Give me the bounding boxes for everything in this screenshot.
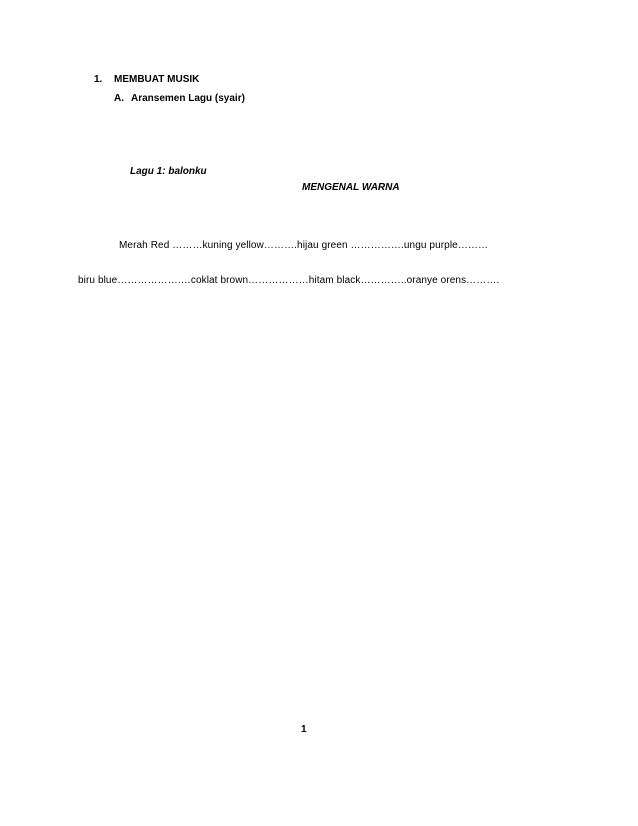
- page-number: 1: [301, 724, 307, 735]
- song-label: Lagu 1: balonku: [130, 166, 207, 177]
- subsection-letter: A.: [114, 93, 124, 104]
- song-title: MENGENAL WARNA: [302, 182, 400, 193]
- subsection-title: Aransemen Lagu (syair): [131, 93, 245, 104]
- section-title: MEMBUAT MUSIK: [114, 74, 200, 85]
- section-number: 1.: [94, 74, 103, 85]
- lyrics-line-2: biru blue……………….…coklat brown………………hitam black…………..oranye orens……….: [78, 275, 500, 286]
- lyrics-line-1: Merah Red ………kuning yellow……….hijau green …………….ungu purple………: [119, 240, 489, 251]
